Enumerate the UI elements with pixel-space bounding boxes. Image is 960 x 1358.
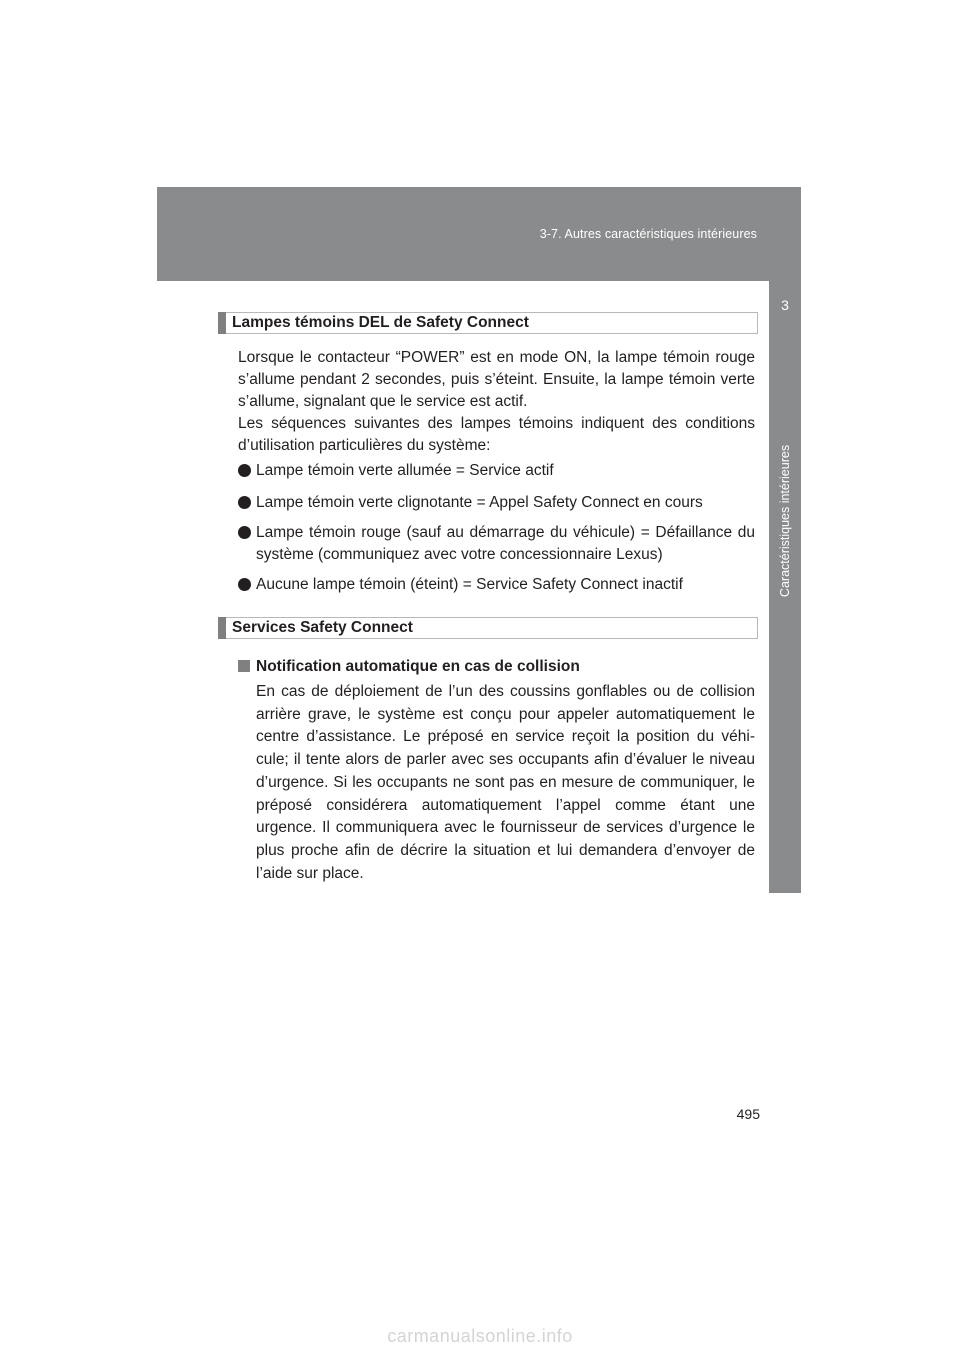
list-item <box>238 522 755 566</box>
list-item-text: Lampe témoin verte clignotante = Appel Safety Connect en cours <box>256 494 703 511</box>
intro-paragraph: Lorsque le contacteur “POWER” est en mode ON, la lampe témoin rouge s’allume pendant 2 secondes, puis s’éteint. Ensuite, la lampe témoin verte s’allume, signalant que le service est actif. <box>238 349 755 410</box>
list-item <box>238 574 755 596</box>
bullet-dot-icon <box>238 464 251 477</box>
section-title: 3-7. Autres caractéristiques intérieures <box>539 227 757 241</box>
sequence-paragraph: Les séquences suivantes des lampes témoins indiquent des conditions d’utilisation particulières du système: <box>238 415 755 454</box>
section-heading-text: Lampes témoins DEL de Safety Connect <box>232 314 529 331</box>
bullet-dot-icon <box>238 578 251 591</box>
list-item <box>238 492 755 514</box>
subheading <box>238 656 580 678</box>
page-number: 495 <box>736 1106 760 1122</box>
section-heading-text: Services Safety Connect <box>232 619 413 636</box>
subheading-text: Notification automatique en cas de collision <box>256 658 580 675</box>
list-item-text: Lampe témoin rouge (sauf au démarrage du véhicule) = Défaillance du système (communiquez avec votre concessionnaire Lexus) <box>256 524 755 563</box>
chapter-side-tab <box>769 281 801 893</box>
list-item <box>238 460 755 482</box>
section-heading-led-lamps <box>218 312 758 334</box>
square-bullet-icon <box>238 660 250 672</box>
chapter-number: 3 <box>781 297 789 313</box>
list-item-text: Aucune lampe témoin (éteint) = Service Safety Connect inactif <box>256 576 683 593</box>
chapter-header-band <box>157 187 801 281</box>
bullet-dot-icon <box>238 526 251 539</box>
collision-notification-paragraph: En cas de déploiement de l’un des coussins gonflables ou de collision arrière grave, le système est conçu pour appeler automatiquement le centre d’assistance. Le préposé en service reçoit la position du véhi- cule; il tente alors de parler avec ses occupants afin d’évaluer le niveau d’urgence. Si les occupants ne sont pas en mesure de communiquer, le préposé considérera automatiquement l’appel comme étant une urgence. Il communiquera avec le fournisseur de services d’urgence le plus proche afin de décrire la situation et lui demandera d’envoyer de l’aide sur place. <box>256 683 755 882</box>
watermark: carmanualsonline.info <box>387 1326 573 1346</box>
bullet-dot-icon <box>238 496 251 509</box>
section-heading-services <box>218 617 758 639</box>
chapter-label: Caractéristiques intérieures <box>778 444 792 598</box>
list-item-text: Lampe témoin verte allumée = Service actif <box>256 462 554 479</box>
